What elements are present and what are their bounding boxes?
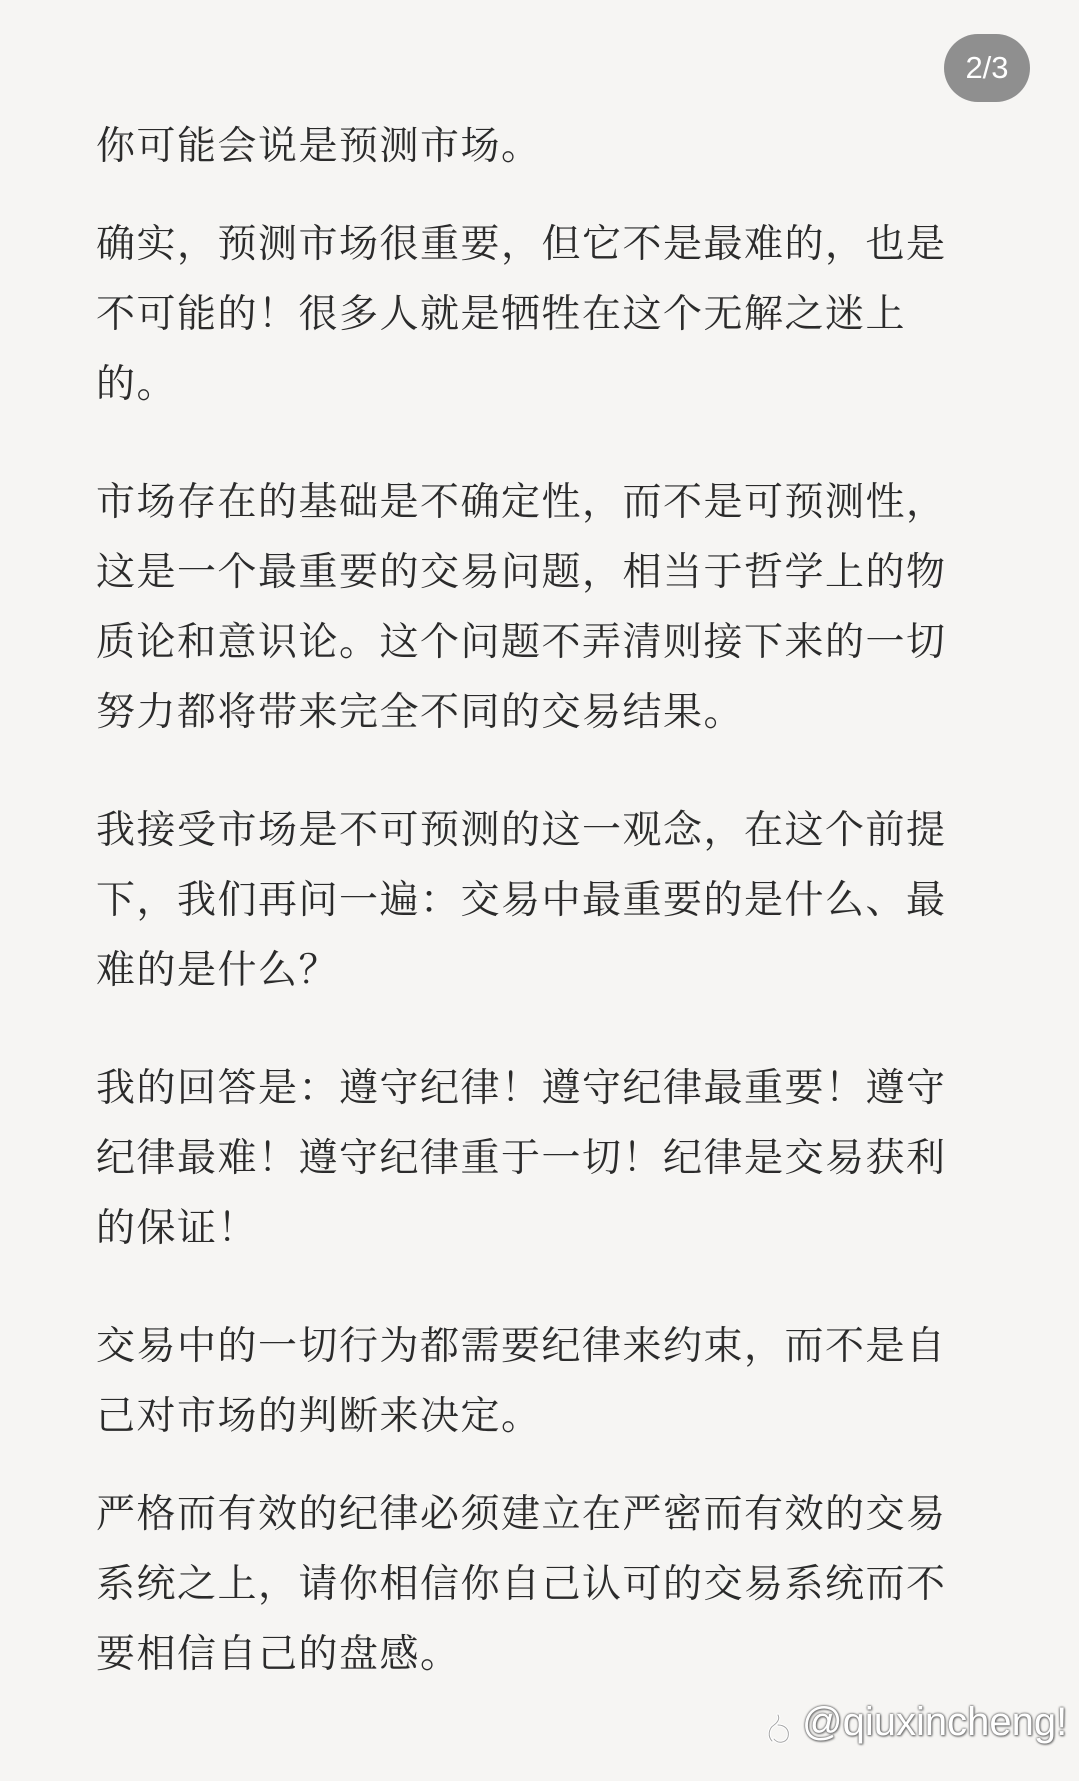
paragraph-6: 交易中的一切行为都需要纪律来约束，而不是自 己对市场的判断来决定。	[96, 1324, 947, 1439]
paragraph-4: 我接受市场是不可预测的这一观念，在这个前提 下，我们再问一遍：交易中最重要的是什么、最 难的是什么？	[96, 808, 947, 993]
paragraph-5: 我的回答是：遵守纪律！遵守纪律最重要！遵守 纪律最难！遵守纪律重于一切！纪律是交易获利 的保证！	[96, 1066, 947, 1251]
paragraph-3: 市场存在的基础是不确定性，而不是可预测性， 这是一个最重要的交易问题，相当于哲学上的物 质论和意识论。这个问题不弄清则接下来的一切 努力都将带来完全不同的交易结果。	[96, 480, 947, 735]
page-indicator: 2/3	[944, 34, 1030, 102]
paragraph-2: 确实，预测市场很重要，但它不是最难的，也是 不可能的！很多人就是牺牲在这个无解之迷上 的。	[96, 222, 947, 407]
paragraph-7: 严格而有效的纪律必须建立在严密而有效的交易 系统之上，请你相信你自己认可的交易系统而不 要相信自己的盘感。	[96, 1492, 947, 1677]
paragraph-1: 你可能会说是预测市场。	[96, 124, 542, 169]
watermark-text: @qiuxincheng!	[802, 1700, 1068, 1744]
article-body	[96, 112, 996, 1690]
watermark	[766, 1692, 1079, 1752]
zhihu-logo-icon	[766, 1704, 798, 1740]
